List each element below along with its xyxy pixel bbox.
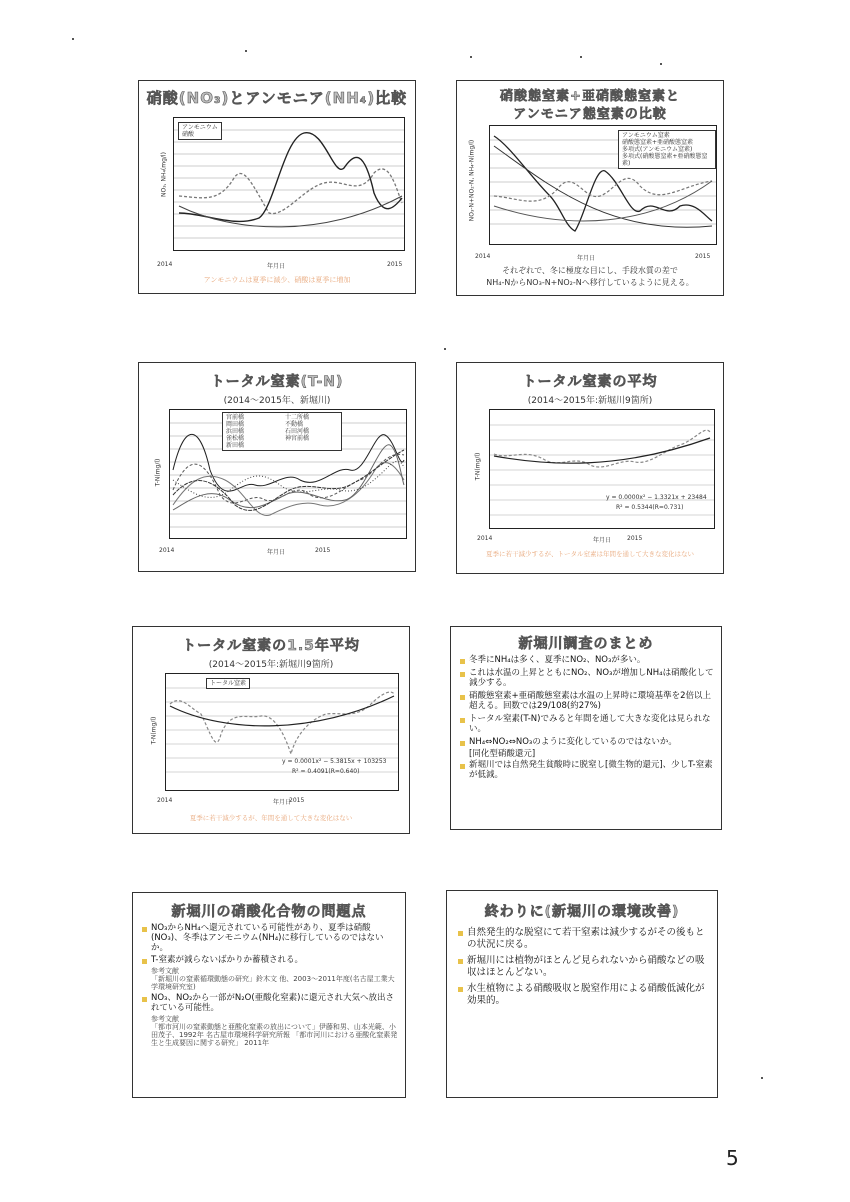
slide-title-line2: アンモニア態窒素の比較 xyxy=(513,107,667,122)
legend-entry: 新田橋 xyxy=(226,442,245,449)
legend-entry: 不動橋 xyxy=(285,421,304,428)
slide-title: 新堀川調査のまとめ xyxy=(518,636,654,652)
bullet-item: 自然発生的な脱窒にて若干窒素は減少するがその後もとの状況に戻る。 xyxy=(457,927,707,951)
slide-total-nitrogen-18month-average xyxy=(132,626,410,834)
scan-speck xyxy=(761,1077,763,1079)
bullet-item: これは水温の上昇とともにNO₂、NO₃が増加しNH₄は硝酸化して減少する。 xyxy=(459,668,715,689)
slide-caption-line2: NH₄-NからNO₃-N+NO₂-Nへ移行しているように見える。 xyxy=(486,278,694,287)
scan-speck xyxy=(660,63,662,65)
bullet-item: 水生植物による硝酸吸収と脱窒作用による硝酸低減化が効果的。 xyxy=(457,983,707,1007)
trend-curve xyxy=(170,696,394,726)
year-label-left: 2014 xyxy=(157,261,173,268)
chart-legend: トータル窒素 xyxy=(206,678,250,689)
slide-title: 終わりに(新堀川の環境改善) xyxy=(484,904,680,920)
slide-title: トータル窒素の平均 xyxy=(522,374,658,390)
slide-total-nitrogen xyxy=(138,362,416,572)
legend-entry: 浜田橋 xyxy=(226,428,245,435)
trend-equation: y = 0.0000x² − 1.3321x + 23484 xyxy=(606,494,707,501)
r-squared: R² = 0.5344(R=0.731) xyxy=(616,504,684,511)
x-axis-label: 年月日 xyxy=(273,799,292,806)
bullet-item: 新堀川では自然発生貧酸時に脱窒し[微生物的還元]、少しT-窒素が低減。 xyxy=(459,760,715,781)
bullet-item: 冬季にNH₄は多く、夏季にNO₂、NO₃が多い。 xyxy=(459,655,715,666)
slide-nitrate-ammonia xyxy=(138,80,416,294)
slide-title-line1: 硝酸態窒素+亜硝酸態窒素と xyxy=(500,89,680,104)
scan-speck xyxy=(444,348,446,350)
x-axis-label: 年月日 xyxy=(577,255,596,262)
scan-speck xyxy=(245,50,247,52)
trend-curve xyxy=(494,438,710,463)
page-number: 5 xyxy=(726,1146,739,1170)
slide-footnote: アンモニウムは夏季に減少、硝酸は夏季に増加 xyxy=(203,276,351,284)
legend-entry: 石田河橋 xyxy=(285,428,310,435)
x-axis-label: 年月日 xyxy=(267,263,286,270)
slide-nitrogen-comparison xyxy=(456,80,724,296)
bullet-item: トータル窒素(T-N)でみると年間を通して大きな変化は見られない。 xyxy=(459,714,715,735)
scan-speck xyxy=(470,56,472,58)
bullet-list xyxy=(459,655,715,783)
series-average xyxy=(170,692,394,754)
series-station xyxy=(173,463,404,516)
slide-conclusion xyxy=(446,890,718,1098)
bullet-item: 硝酸態窒素+亜硝酸態窒素は水温の上昇時に環境基準を2倍以上超える。回数では29/108(約27%) xyxy=(459,691,715,712)
bullet-item: 新堀川には植物がほとんど見られないから硝酸などの吸収はほとんどない。 xyxy=(457,955,707,979)
legend-entry: 十二所橋 xyxy=(285,414,310,421)
scan-speck xyxy=(580,56,582,58)
slide-total-nitrogen-average xyxy=(456,362,724,574)
year-label-right: 2015 xyxy=(315,547,331,554)
legend-entry: 硝酸 xyxy=(182,131,195,138)
slide-survey-summary xyxy=(450,626,722,830)
y-axis-label: NO₃-N+NO₂-N, NH₄-N(mg/l) xyxy=(468,139,476,222)
bullet-item: NO₃からNH₄へ還元されている可能性があり、夏季は硝酸(NO₃)、冬季はアンモニウム(NH₄)に移行しているのではないか。 xyxy=(141,923,399,953)
legend-entry: アンモニウム窒素 xyxy=(622,132,670,139)
bullet-item: NH₄⇔NO₂⇔NO₃のように変化しているのではないか。 xyxy=(459,737,715,748)
slide-footnote: 夏季に若干減少するが、トータル窒素は年間を通して大きな変化はない xyxy=(486,550,694,558)
r-squared: R² = 0.4091(R=0.640) xyxy=(292,768,360,775)
line-chart xyxy=(166,674,398,790)
legend-entry: 神宮前橋 xyxy=(285,435,310,442)
year-label-right: 2015 xyxy=(289,797,305,804)
slide-nitrate-problems xyxy=(132,892,406,1098)
legend-entry: 多項式(アンモニウム窒素) xyxy=(622,146,693,153)
slide-subtitle: (2014〜2015年:新堀川9箇所) xyxy=(208,660,334,670)
trend-curve xyxy=(179,196,402,227)
year-label-right: 2015 xyxy=(627,535,643,542)
trend-equation: y = 0.0001x² − 5.3815x + 103253 xyxy=(282,758,387,765)
x-axis-label: 年月日 xyxy=(593,537,612,544)
reference-heading: 参考文献 xyxy=(151,967,179,975)
year-label-right: 2015 xyxy=(695,253,711,260)
slide-title: トータル窒素(T-N) xyxy=(210,374,344,390)
trend-nitrate xyxy=(494,181,712,221)
slide-title: 新堀川の硝酸化合物の問題点 xyxy=(171,904,367,920)
y-axis-label: NO₃, NH₄(mg/l) xyxy=(160,152,168,197)
y-axis-label: T-N(mg/l) xyxy=(150,716,158,745)
chart-legend xyxy=(222,412,342,451)
chart-area xyxy=(489,409,715,529)
legend-entry: 硝酸態窒素+亜硝酸態窒素 xyxy=(622,139,694,146)
chart-area xyxy=(169,409,407,539)
x-axis-label: 年月日 xyxy=(267,549,286,556)
legend-entry: 岡田橋 xyxy=(226,421,245,428)
bullet-list xyxy=(457,927,707,1009)
legend-entry: 雀松橋 xyxy=(226,435,245,442)
scan-speck xyxy=(72,38,74,40)
y-axis-label: T-N(mg/l) xyxy=(154,458,162,487)
bullet-item: NO₃、NO₂から一部がN₂O(亜酸化窒素)に還元され大気へ放出されている可能性。 xyxy=(141,993,399,1013)
slide-caption-line1: それぞれで、冬に極度な目にし、手段水質の差で xyxy=(502,266,678,275)
slide-title: トータル窒素の1.5年平均 xyxy=(182,638,360,654)
slide-subtitle: (2014〜2015年:新堀川9箇所) xyxy=(527,396,653,406)
legend-entry: アンモニウム xyxy=(182,124,218,131)
slide-title: 硝酸(NO₃)とアンモニア(NH₄)比較 xyxy=(146,89,408,107)
series-ammonium xyxy=(179,133,402,222)
chart-legend xyxy=(618,130,716,169)
legend-entry: 多項式(硝酸態窒素+亜硝酸態窒素) xyxy=(622,153,708,167)
reference-text: 「新堀川の窒素循環動態の研究」鈴木文 他、2003〜2011年度(名古屋工業大学環境研究室) xyxy=(151,975,395,991)
year-label-left: 2014 xyxy=(477,535,493,542)
year-label-left: 2014 xyxy=(159,547,175,554)
chart-legend xyxy=(178,122,222,140)
year-label-left: 2014 xyxy=(475,253,491,260)
slide-subtitle: (2014〜2015年、新堀川) xyxy=(223,396,331,406)
slide-footnote: 夏季に若干減少するが、年間を通して大きな変化はない xyxy=(189,814,353,822)
legend-entry: 宮前橋 xyxy=(226,414,245,421)
reference-heading: 参考文献 xyxy=(151,1015,179,1023)
year-label-left: 2014 xyxy=(157,797,173,804)
chart-area xyxy=(165,673,399,791)
bullet-item: T-窒素が減らないばかりか蓄積される。 xyxy=(141,955,399,965)
year-label-right: 2015 xyxy=(387,261,403,268)
y-axis-label: T-N(mg/l) xyxy=(474,452,482,481)
chart-area xyxy=(173,117,405,251)
reference-text: 「都市河川の窒素動態と亜酸化窒素の放出について」伊藤和男、山本光範、小田茂子、1992年 名古屋市環境科学研究所報 「都市河川における亜酸化窒素発生と生成要因に関する研究」 2011年 xyxy=(151,1023,398,1047)
bullet-list xyxy=(141,923,399,1047)
bullet-note: [同化型硝酸還元] xyxy=(469,749,536,759)
chart-area xyxy=(489,125,717,245)
series-nitrate xyxy=(179,169,402,214)
